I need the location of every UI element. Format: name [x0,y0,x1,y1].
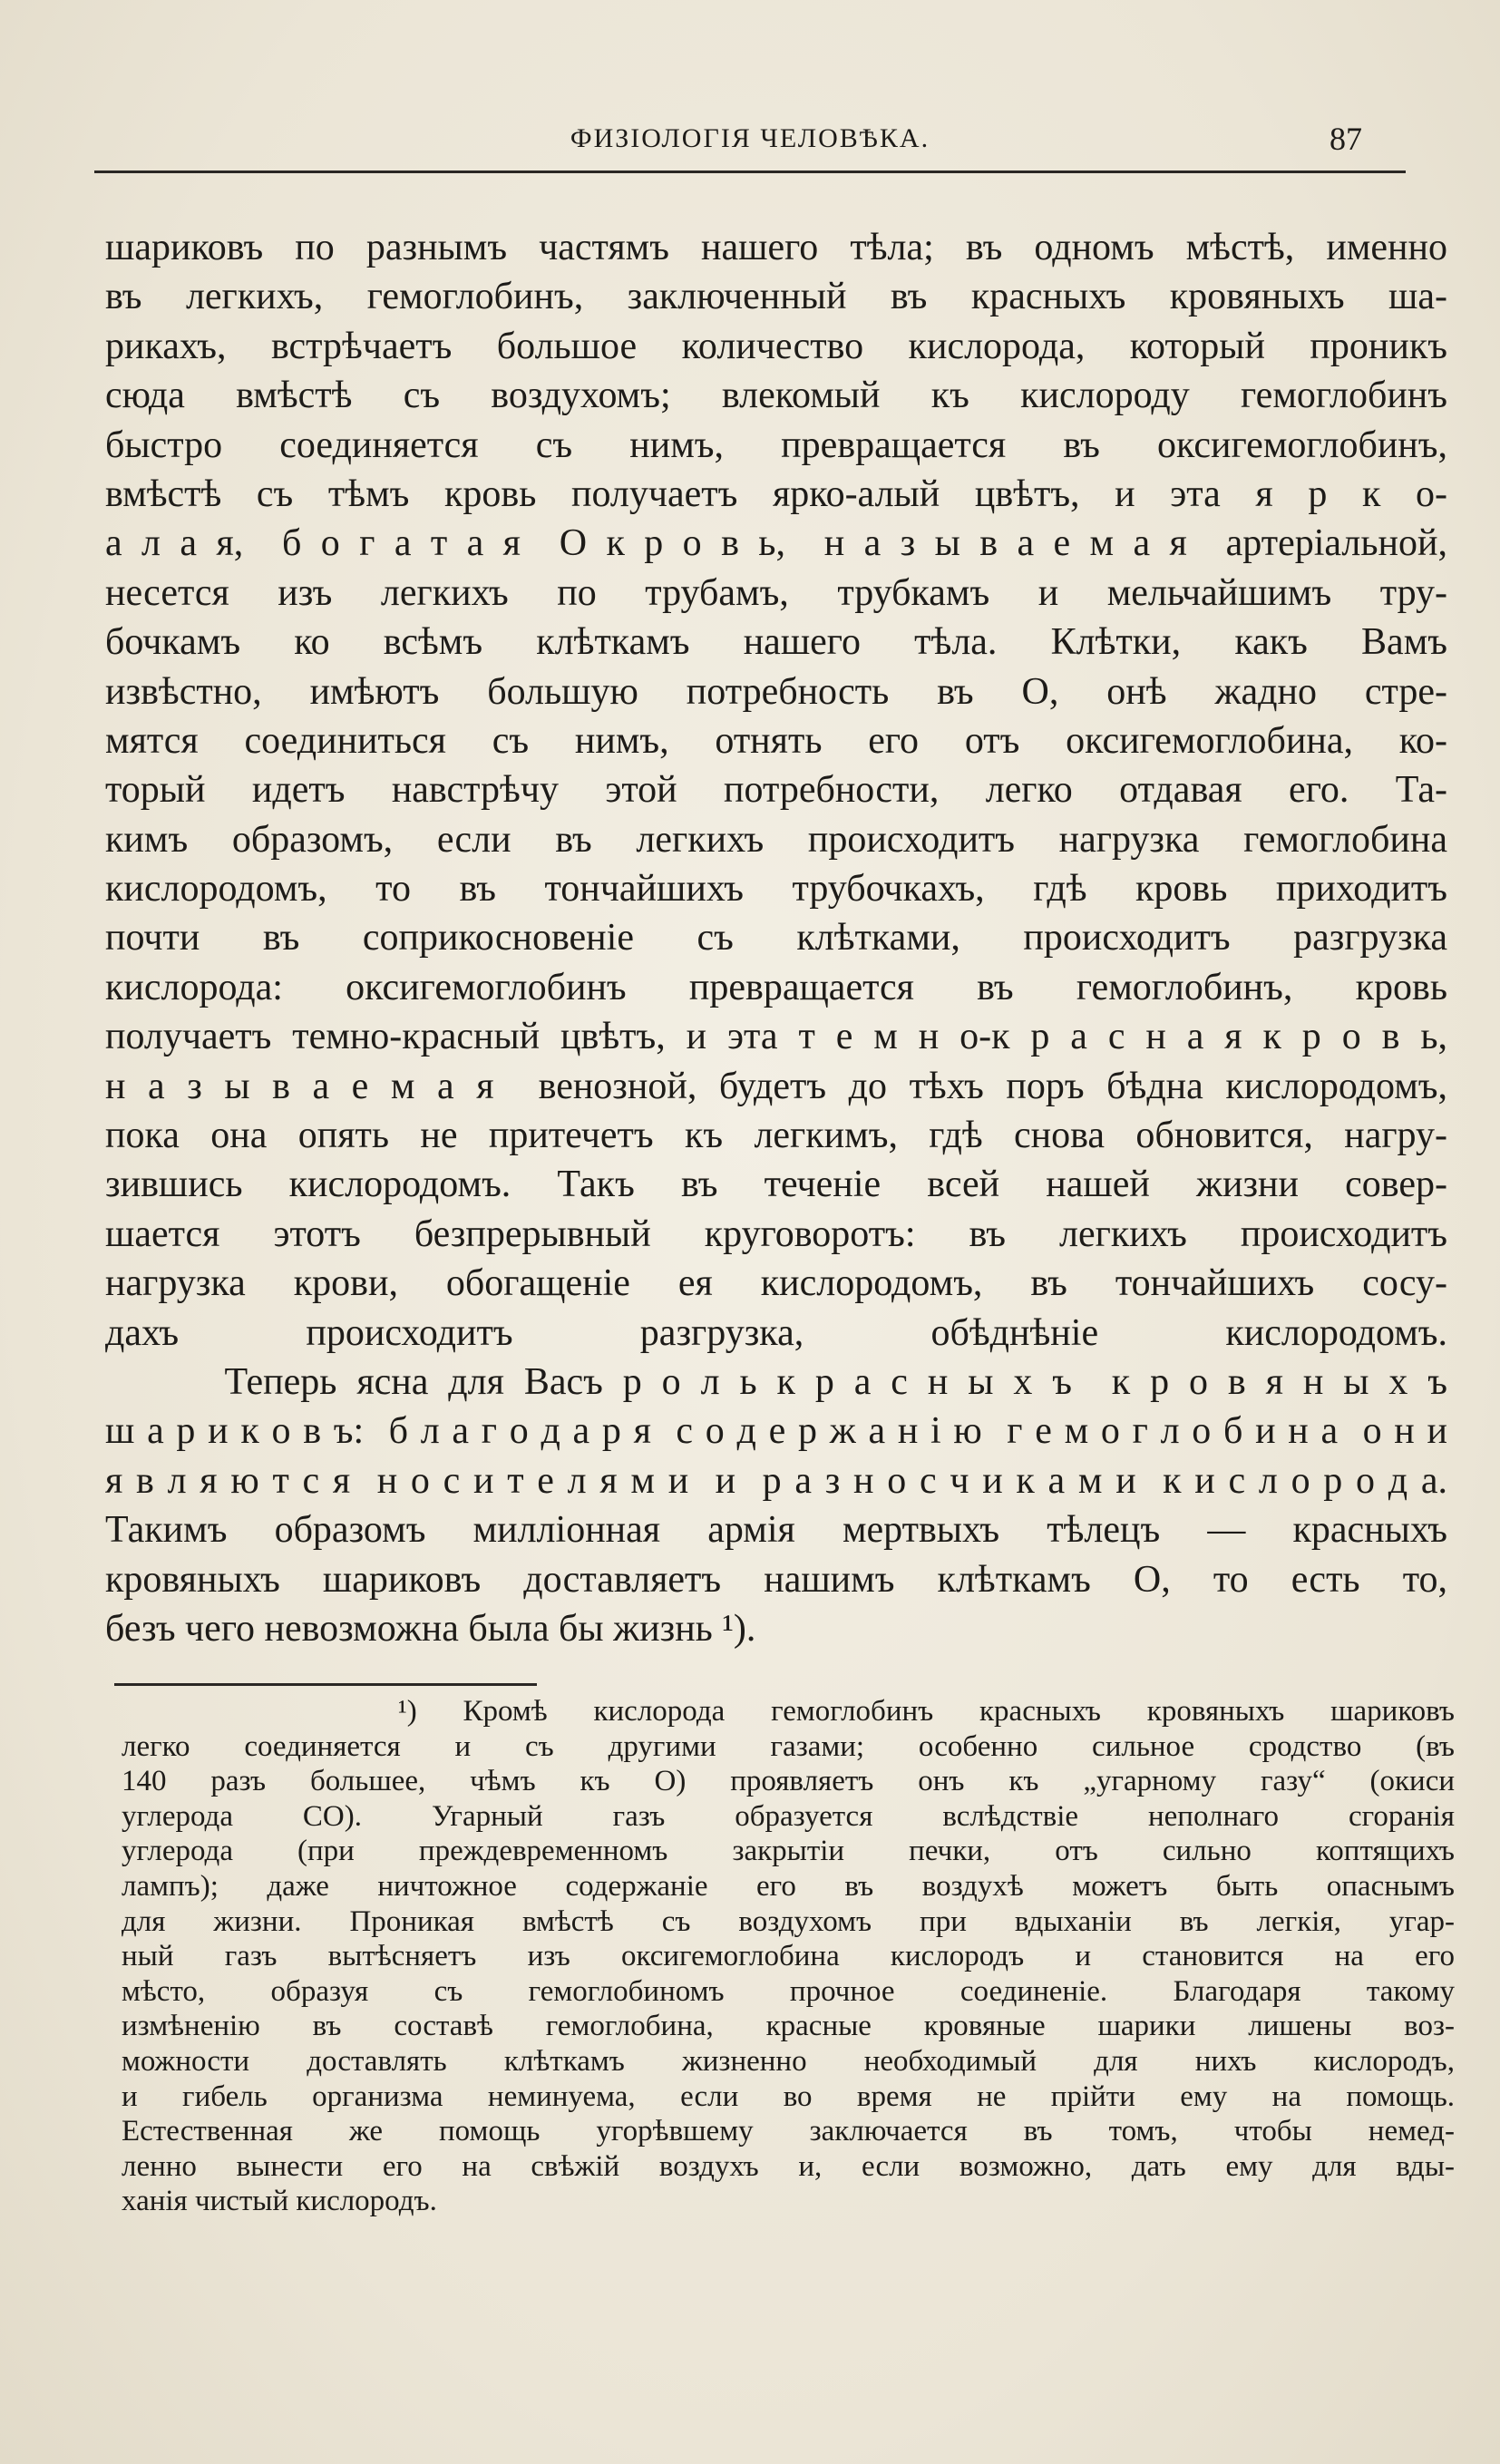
text-line: пока она опять не притечетъ къ легкимъ, гдѣ снова обновится, нагру- [105,1115,1447,1157]
footnote-line: можности доставлять клѣткамъ жизненно необходимый для нихъ кислородъ, [122,2044,1455,2078]
text-line: рикахъ, встрѣчаетъ большое количество кислорода, который проникъ [105,325,1447,367]
footnote-line: ¹) Кромѣ кислорода гемоглобинъ красныхъ кровяныхъ шариковъ [122,1695,1455,1728]
footnote-line: ный газъ вытѣсняетъ изъ оксигемоглобина кислородъ и становится на его [122,1940,1455,1973]
text-line: получаетъ темно-красный цвѣтъ, и эта т е м н о-к р а с н а я к р о в ь, [105,1016,1447,1058]
footnote-line: мѣсто, образуя съ гемоглобиномъ прочное соединеніе. Благодаря такому [122,1974,1455,2008]
footnote-rule [114,1683,537,1686]
footnote-line: измѣненію въ составѣ гемоглобина, красные кровяные шарики лишены воз- [122,2010,1455,2043]
text-line: извѣстно, имѣютъ большую потребность въ О, онѣ жадно стре- [105,670,1447,713]
text-line: мятся соединиться съ нимъ, отнять его отъ оксигемоглобина, ко- [105,719,1447,762]
footnote-line: лампъ); даже ничтожное содержаніе его въ воздухѣ можетъ быть опаснымъ [122,1869,1455,1903]
text-line: сюда вмѣстѣ съ воздухомъ; влекомый къ кислороду гемоглобинъ [105,375,1447,417]
footnote-line: для жизни. Проникая вмѣстѣ съ воздухомъ при вдыханіи въ легкія, угар- [122,1904,1455,1938]
footnote-line: углерода (при преждевременномъ закрытіи печки, отъ сильно коптящихъ [122,1835,1455,1868]
footnote-line: углерода СО). Угарный газъ образуется вслѣдствіе неполнаго сгоранія [122,1799,1455,1833]
text-line: шается этотъ безпрерывный круговоротъ: въ легкихъ происходитъ [105,1213,1447,1255]
text-line: ш а р и к о в ъ: б л а г о д а р я с о д е р ж а н і ю г е м о г л о б и н а о н и [105,1410,1447,1453]
text-line: кислорода: оксигемоглобинъ превращается въ гемоглобинъ, кровь [105,966,1447,1008]
text-line: въ легкихъ, гемоглобинъ, заключенный въ красныхъ кровяныхъ ша- [105,276,1447,318]
text-line: бочкамъ ко всѣмъ клѣткамъ нашего тѣла. Клѣтки, какъ Вамъ [105,621,1447,664]
text-line: почти въ соприкосновеніе съ клѣтками, происходитъ разгрузка [105,917,1447,959]
running-head-title: ФИЗІОЛОГІЯ ЧЕЛОВѢКА. [570,123,930,153]
main-text [105,223,1447,1653]
text-line: торый идетъ навстрѣчу этой потребности, легко отдавая его. Та- [105,769,1447,812]
text-line: н а з ы в а е м а я венозной, будетъ до тѣхъ поръ бѣдна кислородомъ, [105,1065,1447,1107]
footnote-line: 140 разъ большее, чѣмъ къ О) проявляетъ онъ къ „угарному газу“ (окиси [122,1765,1455,1798]
footnote-line: Естественная же помощь угорѣвшему заключается въ томъ, чтобы немед- [122,2115,1455,2148]
text-line: дахъ происходитъ разгрузка, обѣднѣніе кислородомъ. [105,1311,1447,1354]
page-number: 87 [1330,121,1362,157]
text-line: безъ чего невозможна была бы жизнь ¹). [105,1607,756,1650]
text-line: шариковъ по разнымъ частямъ нашего тѣла; въ одномъ мѣстѣ, именно [105,227,1447,268]
footnote-line: ленно вынести его на свѣжій воздухъ и, если возможно, дать ему для вды- [122,2149,1455,2183]
text-line: нагрузка крови, обогащеніе ея кислородомъ, въ тончайшихъ сосу- [105,1262,1447,1305]
text-line: кимъ образомъ, если въ легкихъ происходитъ нагрузка гемоглобина [105,818,1447,861]
text-line: кислородомъ, то въ тончайшихъ трубочкахъ, гдѣ кровь приходитъ [105,868,1447,911]
running-head [94,116,1406,173]
footnote-line: легко соединяется и съ другими газами; особенно сильное сродство (въ [122,1729,1455,1763]
text-line: несется изъ легкихъ по трубамъ, трубкамъ и мельчайшимъ тру- [105,571,1447,614]
text-line: Такимъ образомъ милліонная армія мертвыхъ тѣлецъ — красныхъ [105,1509,1447,1552]
text-line: быстро соединяется съ нимъ, превращается въ оксигемоглобинъ, [105,424,1447,466]
text-line: зившись кислородомъ. Такъ въ теченіе всей нашей жизни совер- [105,1164,1447,1206]
footnote-line: ханія чистый кислородъ. [122,2185,437,2218]
text-line: кровяныхъ шариковъ доставляетъ нашимъ клѣткамъ О, то есть то, [105,1558,1447,1601]
footnote-line: и гибель организма неминуема, если во время не прійти ему на помощь. [122,2079,1455,2113]
text-line: а л а я, б о г а т а я О к р о в ь, н а з ы в а е м а я артеріальной, [105,522,1447,565]
text-line: Теперь ясна для Васъ р о л ь к р а с н ы х ъ к р о в я н ы х ъ [105,1360,1447,1403]
footnote [122,1694,1455,2219]
text-line: вмѣстѣ съ тѣмъ кровь получаетъ ярко-алый цвѣтъ, и эта я р к о- [105,472,1447,515]
text-line: я в л я ю т с я н о с и т е л я м и и р а з н о с ч и к а м и к и с л о р о д а. [105,1459,1447,1502]
